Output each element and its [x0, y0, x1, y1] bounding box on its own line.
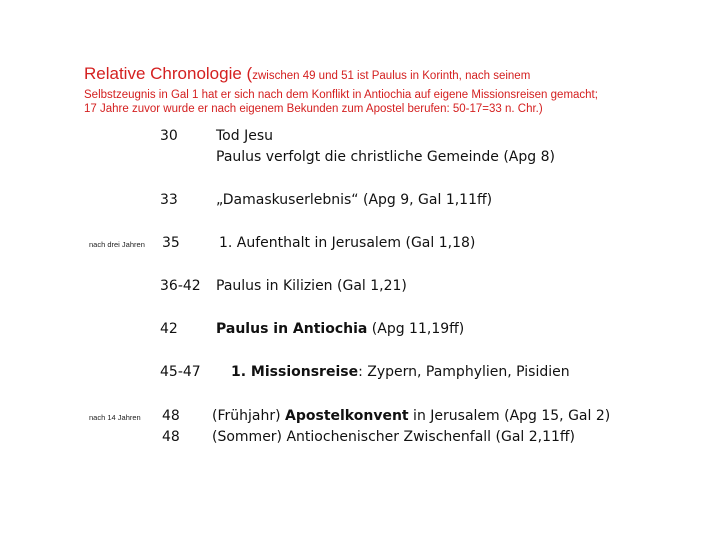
entry-text: Paulus in Kilizien (Gal 1,21) — [216, 278, 407, 294]
entry-year: 42 — [160, 321, 178, 337]
entry-year: 36-42 — [160, 278, 201, 294]
entry-text: 1. Aufenthalt in Jerusalem (Gal 1,18) — [219, 235, 476, 251]
entry-year: 33 — [160, 192, 178, 208]
subtitle — [84, 88, 644, 116]
page-title — [84, 64, 530, 84]
entry-rest-text: in Jerusalem (Apg 15, Gal 2) — [408, 408, 611, 424]
entry-text: Tod Jesu — [216, 128, 273, 144]
entry-text — [231, 362, 570, 382]
entry-year: 48 — [162, 429, 180, 445]
subtitle-line-1: Selbstzeugnis in Gal 1 hat er sich nach dem Konflikt in Antiochia auf eigene Missionsreisen gemacht; — [84, 89, 598, 101]
entry-year: 35 — [162, 235, 180, 251]
subtitle-line-2: 17 Jahre zuvor wurde er nach eigenem Bekunden zum Apostel berufen: 50-17=33 n. Chr.) — [84, 103, 543, 115]
entry-text — [212, 406, 610, 426]
entry-text — [216, 319, 464, 339]
entry-pre-text: (Frühjahr) — [212, 408, 286, 424]
entry-note: nach 14 Jahren — [89, 413, 141, 422]
entry-year: 48 — [162, 408, 180, 424]
entry-rest-text: (Apg 11,19ff) — [367, 321, 465, 337]
entry-bold-text: Apostelkonvent — [285, 408, 409, 424]
entry-text: Paulus verfolgt die christliche Gemeinde (Apg 8) — [216, 149, 555, 165]
entry-bold-text: Paulus in Antiochia — [216, 321, 368, 337]
entry-year: 45-47 — [160, 364, 201, 380]
entry-text: (Sommer) Antiochenischer Zwischenfall (Gal 2,11ff) — [212, 429, 576, 445]
title-main: Relative Chronologie ( — [84, 64, 253, 83]
entry-year: 30 — [160, 128, 178, 144]
entry-note: nach drei Jahren — [89, 240, 145, 249]
title-rest: zwischen 49 und 51 ist Paulus in Korinth, nach seinem — [252, 70, 531, 82]
entry-bold-text: 1. Missionsreise — [231, 364, 359, 380]
entry-text: „Damaskuserlebnis“ (Apg 9, Gal 1,11ff) — [216, 192, 493, 208]
entry-rest-text: : Zypern, Pamphylien, Pisidien — [358, 364, 570, 380]
